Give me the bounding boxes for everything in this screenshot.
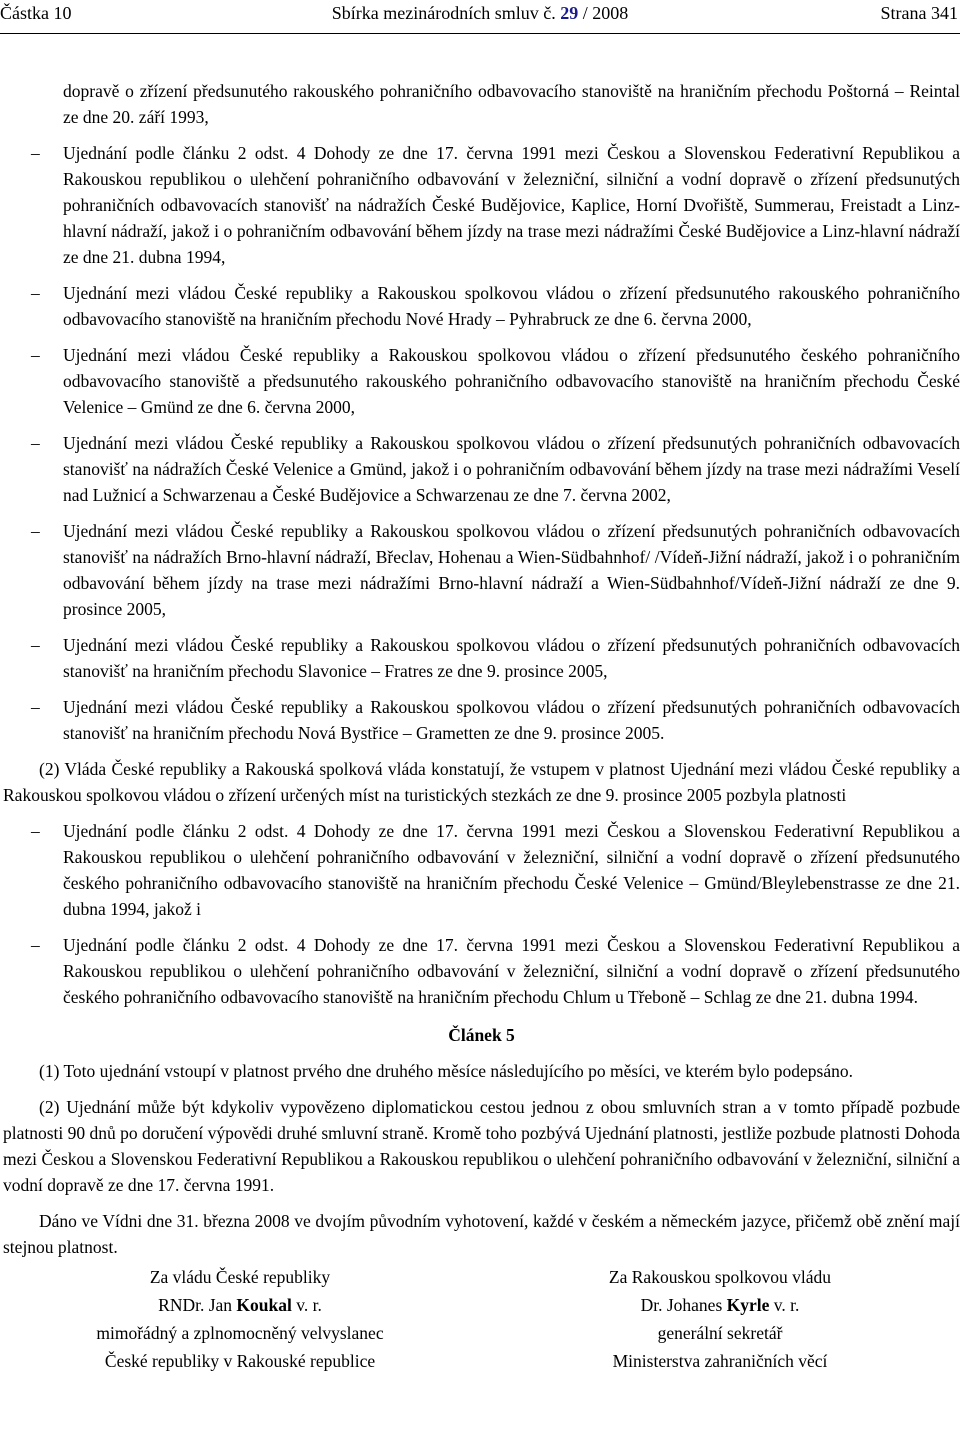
- dash-bullet: –: [31, 821, 40, 841]
- list-item: [31, 694, 960, 746]
- header-page-number: Strana 341: [880, 3, 958, 23]
- dash-bullet: –: [31, 433, 40, 453]
- signatory-title-first-name: RNDr. Jan: [158, 1295, 233, 1315]
- document-body: [3, 78, 960, 1270]
- header-collection-title: Sbírka mezinárodních smluv č.: [331, 3, 556, 23]
- list-item-text: Ujednání mezi vládou České republiky a Rakouskou spolkovou vládou o zřízení předsunutých pohraničních odbavovacích stanovišť na hraničním přechodu Slavonice – Fratres ze dne 9. prosince 2005,: [63, 635, 960, 681]
- dash-bullet: –: [31, 697, 40, 717]
- signatory-role-1: generální sekretář: [657, 1323, 783, 1343]
- list-item-text: Ujednání podle článku 2 odst. 4 Dohody ze dne 17. června 1991 mezi Českou a Slovenskou Federativní Republikou a Rakouskou republikou o ulehčení pohraničního odbavování v železniční, silniční a vodní dopravě o zřízení předsunutého českého pohraničního odbavovacího stanoviště na hraničním přechodu České Velenice – Gmünd/Bleylebenstrasse ze dne 21. dubna 1994, jakož i: [63, 821, 960, 919]
- dash-bullet: –: [31, 635, 40, 655]
- article-5-paragraph-2: (2) Ujednání může být kdykoliv vypovězeno diplomatickou cestou jednou z obou smluvních stran a v tomto případě pozbude platnosti 90 dnů po doručení výpovědi druhé smluvní straně. Kromě toho pozbývá Ujednání platnosti, jestliže pozbude platnosti Dohoda mezi Českou a Slovenskou Federativní Republikou a Rakouskou republikou o ulehčení pohraničního odbavování v železniční, silniční a vodní dopravě ze dne 17. června 1991.: [3, 1097, 960, 1195]
- list-item-text: Ujednání mezi vládou České republiky a Rakouskou spolkovou vládou o zřízení předsunutých pohraničních odbavovacích stanovišť na hraničním přechodu Nová Bystřice – Grametten ze dne 9. prosince 2005.: [63, 697, 960, 743]
- list-item-text: Ujednání podle článku 2 odst. 4 Dohody ze dne 17. června 1991 mezi Českou a Slovenskou Federativní Republikou a Rakouskou republikou o ulehčení pohraničního odbavování v železniční, silniční a vodní dopravě o zřízení předsunutého českého pohraničního odbavovacího stanoviště na hraničním přechodu Chlum u Třeboně – Schlag ze dne 21. dubna 1994.: [63, 935, 960, 1007]
- agreement-list-b: [3, 818, 960, 1010]
- signature-czech: [0, 1263, 480, 1375]
- header-collection-number: 29: [560, 3, 579, 23]
- page-header: [0, 0, 960, 34]
- dash-bullet: –: [31, 283, 40, 303]
- agreement-list-a: [3, 140, 960, 746]
- list-item: [31, 818, 960, 922]
- signatory-surname: Koukal: [236, 1295, 292, 1315]
- list-item: [31, 430, 960, 508]
- list-item: [31, 342, 960, 420]
- paragraph-2: (2) Vláda České republiky a Rakouská spolková vláda konstatují, že vstupem v platnost Ujednání mezi vládou České republiky a Rakouskou spolkovou vládou o zřízení určených míst na turistických stezkách ze dne 9. prosince 2005 pozbyla platnosti: [3, 759, 960, 805]
- list-item-text: Ujednání mezi vládou České republiky a Rakouskou spolkovou vládou o zřízení předsunutých pohraničních odbavovacích stanovišť na nádražích České Velenice a Gmünd, jakož i o pohraničním odbavování během jízdy na trase mezi nádražími Veselí nad Lužnicí a Schwarzenau a České Budějovice a Schwarzenau ze dne 7. června 2002,: [63, 433, 960, 505]
- list-item-text: Ujednání mezi vládou České republiky a Rakouskou spolkovou vládou o zřízení předsunutého rakouského pohraničního odbavovacího stanoviště na hraničním přechodu Nové Hrady – Pyhrabruck ze dne 6. června 2000,: [63, 283, 960, 329]
- dash-bullet: –: [31, 521, 40, 541]
- header-divider: [0, 33, 960, 34]
- signatory-role-1: mimořádný a zplnomocněný velvyslanec: [96, 1323, 384, 1343]
- signatory-role-2: České republiky v Rakouské republice: [104, 1351, 376, 1371]
- list-item: [31, 932, 960, 1010]
- dash-bullet: –: [31, 143, 40, 163]
- dash-bullet: –: [31, 935, 40, 955]
- signature-block: [0, 1263, 960, 1375]
- signatory-suffix: v. r.: [773, 1295, 800, 1315]
- list-item-text: Ujednání mezi vládou České republiky a Rakouskou spolkovou vládou o zřízení předsunutých pohraničních odbavovacích stanovišť na nádražích Brno-hlavní nádraží, Břeclav, Hohenau a Wien-Südbahnhof/ /Vídeň-Jižní nádraží, jakož i o pohraničním odbavování během jízdy na trase mezi nádražími Brno-hlavní nádraží a Wien-Südbahnhof/Vídeň-Jižní nádraží ze dne 9. prosince 2005,: [63, 521, 960, 619]
- signature-austrian: [480, 1263, 960, 1375]
- header-collection-year: / 2008: [582, 3, 629, 23]
- list-item-text: Ujednání podle článku 2 odst. 4 Dohody ze dne 17. června 1991 mezi Českou a Slovenskou Federativní Republikou a Rakouskou republikou o ulehčení pohraničního odbavování v železniční, silniční a vodní dopravě o zřízení předsunutých pohraničních odbavovacích stanovišť na nádražích České Budějovice, Kaplice, Horní Dvořiště, Summerau, Freistadt a Linz-hlavní nádraží, jakož i o pohraničním odbavování během jízdy na trase mezi nádražími České Budějovice a Linz-hlavní nádraží ze dne 21. dubna 1994,: [63, 143, 960, 267]
- signatory-party: Za Rakouskou spolkovou vládu: [608, 1267, 832, 1287]
- list-item: [31, 140, 960, 270]
- signatory-suffix: v. r.: [296, 1295, 322, 1315]
- signatory-party: Za vládu České republiky: [149, 1267, 331, 1287]
- signatory-title-first-name: Dr. Johanes: [640, 1295, 723, 1315]
- list-item: [31, 632, 960, 684]
- article-heading: Článek 5: [448, 1025, 515, 1045]
- closing-statement: Dáno ve Vídni dne 31. března 2008 ve dvojím původním vyhotovení, každé v českém a německém jazyce, přičemž obě znění mají stejnou platnost.: [3, 1211, 960, 1257]
- dash-bullet: –: [31, 345, 40, 365]
- header-issue: Částka 10: [0, 3, 72, 23]
- list-item: [31, 280, 960, 332]
- list-item-text: Ujednání mezi vládou České republiky a Rakouskou spolkovou vládou o zřízení předsunutého českého pohraničního odbavovacího stanoviště a předsunutého rakouského pohraničního odbavovacího stanoviště na hraničním přechodu České Velenice – Gmünd ze dne 6. června 2000,: [63, 345, 960, 417]
- header-collection: [0, 0, 960, 26]
- signatory-name: [480, 1291, 960, 1319]
- list-item: [31, 518, 960, 622]
- signatory-name: [0, 1291, 480, 1319]
- signatory-role-2: Ministerstva zahraničních věcí: [612, 1351, 828, 1371]
- signatory-surname: Kyrle: [726, 1295, 770, 1315]
- article-5-paragraph-1: (1) Toto ujednání vstoupí v platnost prvého dne druhého měsíce následujícího po měsíci, ve kterém bylo podepsáno.: [39, 1061, 853, 1081]
- continued-text: dopravě o zřízení předsunutého rakouského pohraničního odbavovacího stanoviště na hraničním přechodu Poštorná – Reintal ze dne 20. září 1993,: [63, 81, 960, 127]
